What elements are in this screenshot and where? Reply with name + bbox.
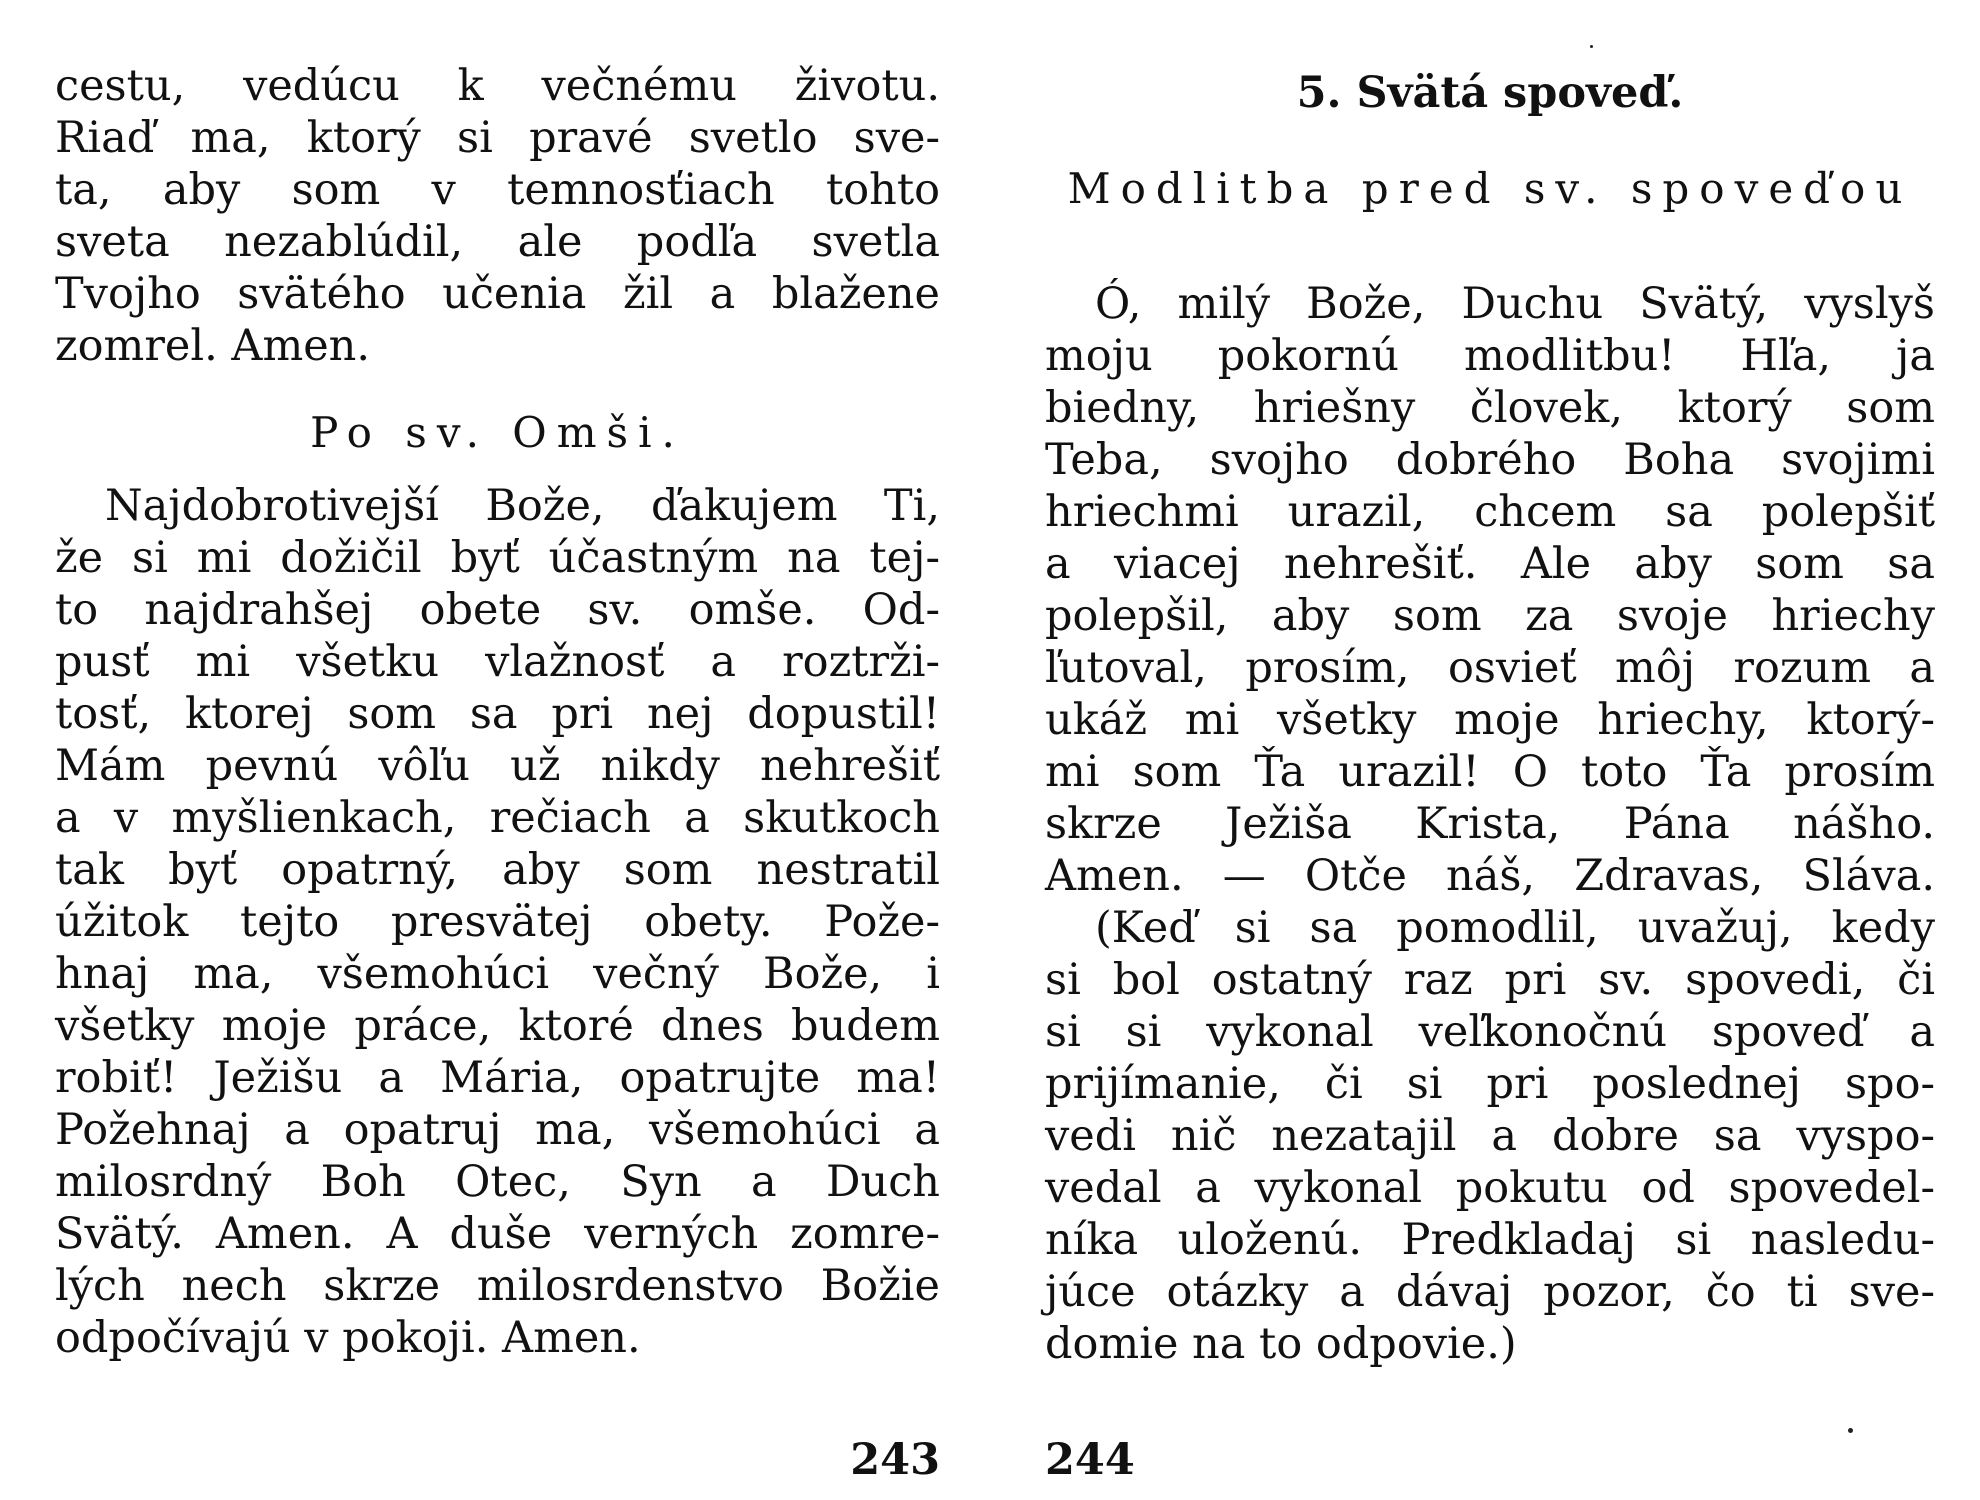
right-instruction-line: si bol ostatný raz pri sv. spovedi, či (1045, 955, 1935, 1005)
left-page (55, 0, 940, 1500)
print-speck (1848, 1428, 1853, 1433)
right-prayer-line: Amen. — Otče náš, Zdravas, Sláva. (1045, 851, 1935, 901)
left-prayer-line: robiť! Ježišu a Mária, opatrujte ma! (55, 1053, 940, 1103)
right-instruction-line: (Keď si sa pomodlil, uvažuj, kedy (1095, 903, 1935, 953)
left-prayer-line: odpočívajú v pokoji. Amen. (55, 1313, 641, 1363)
right-prayer-line: Teba, svojho dobrého Boha svojimi (1045, 435, 1935, 485)
left-prayer-line: a v myšlienkach, rečiach a skutkoch (55, 793, 940, 843)
left-prayer-line: hnaj ma, všemohúci večný Bože, i (55, 949, 940, 999)
left-intro-line: sveta nezablúdil, ale podľa svetla (55, 217, 940, 267)
left-prayer-line: tosť, ktorej som sa pri nej dopustil! (55, 689, 940, 739)
left-prayer-line: Svätý. Amen. A duše verných zomre- (55, 1209, 940, 1259)
left-intro-line: ta, aby som v temnosťiach tohto (55, 165, 940, 215)
right-section-heading: Modlitba pred sv. spoveďou (1067, 164, 1913, 213)
left-prayer-line: Požehnaj a opatruj ma, všemohúci a (55, 1105, 940, 1155)
right-prayer-line: ľutoval, prosím, osvieť môj rozum a (1045, 643, 1935, 693)
left-prayer-line: to najdrahšej obete sv. omše. Od- (55, 585, 940, 635)
right-instruction-line: prijímanie, či si pri poslednej spo- (1045, 1059, 1935, 1109)
right-page (1045, 0, 1935, 1500)
page-number-left: 243 (850, 1435, 940, 1485)
left-intro-line: cestu, vedúcu k večnému životu. (55, 61, 940, 111)
right-prayer-line: skrze Ježiša Krista, Pána nášho. (1045, 799, 1935, 849)
left-prayer-line: Najdobrotivejší Bože, ďakujem Ti, (105, 481, 940, 531)
print-speck (1590, 45, 1593, 48)
left-prayer-line: Mám pevnú vôľu už nikdy nehrešiť (55, 741, 940, 791)
chapter-title: 5. Svätá spoveď. (1296, 68, 1684, 118)
left-intro-line: zomrel. Amen. (55, 321, 371, 371)
left-prayer-line: pusť mi všetku vlažnosť a roztrži- (55, 637, 940, 687)
right-instruction-line: júce otázky a dávaj pozor, čo ti sve- (1045, 1267, 1935, 1317)
right-prayer-line: polepšil, aby som za svoje hriechy (1045, 591, 1935, 641)
left-prayer-line: tak byť opatrný, aby som nestratil (55, 845, 940, 895)
right-prayer-line: Ó, milý Bože, Duchu Svätý, vyslyš (1095, 279, 1935, 329)
left-section-heading: Po sv. Omši. (310, 408, 685, 457)
right-prayer-line: moju pokornú modlitbu! Hľa, ja (1045, 331, 1935, 381)
left-prayer-line: že si mi dožičil byť účastným na tej- (55, 533, 940, 583)
left-intro-line: Tvojho svätého učenia žil a blažene (55, 269, 940, 319)
right-instruction-line: vedal a vykonal pokutu od spovedel- (1045, 1163, 1935, 1213)
right-prayer-line: hriechmi urazil, chcem sa polepšiť (1045, 487, 1935, 537)
right-instruction-line: si si vykonal veľkonočnú spoveď a (1045, 1007, 1935, 1057)
left-prayer-line: všetky moje práce, ktoré dnes budem (55, 1001, 940, 1051)
left-prayer-line: lých nech skrze milosrdenstvo Božie (55, 1261, 940, 1311)
left-prayer-line: milosrdný Boh Otec, Syn a Duch (55, 1157, 940, 1207)
right-prayer-line: a viacej nehrešiť. Ale aby som sa (1045, 539, 1935, 589)
right-prayer-line: mi som Ťa urazil! O toto Ťa prosím (1045, 747, 1935, 797)
page-number-right: 244 (1045, 1435, 1135, 1485)
left-prayer-line: úžitok tejto presvätej obety. Pože- (55, 897, 940, 947)
right-instruction-line: vedi nič nezatajil a dobre sa vyspo- (1045, 1111, 1935, 1161)
right-prayer-line: biedny, hriešny človek, ktorý som (1045, 383, 1935, 433)
left-intro-line: Riaď ma, ktorý si pravé svetlo sve- (55, 113, 940, 163)
right-instruction-line: níka uloženú. Predkladaj si nasledu- (1045, 1215, 1935, 1265)
right-prayer-line: ukáž mi všetky moje hriechy, ktorý- (1045, 695, 1935, 745)
right-instruction-line: domie na to odpovie.) (1045, 1319, 1517, 1369)
